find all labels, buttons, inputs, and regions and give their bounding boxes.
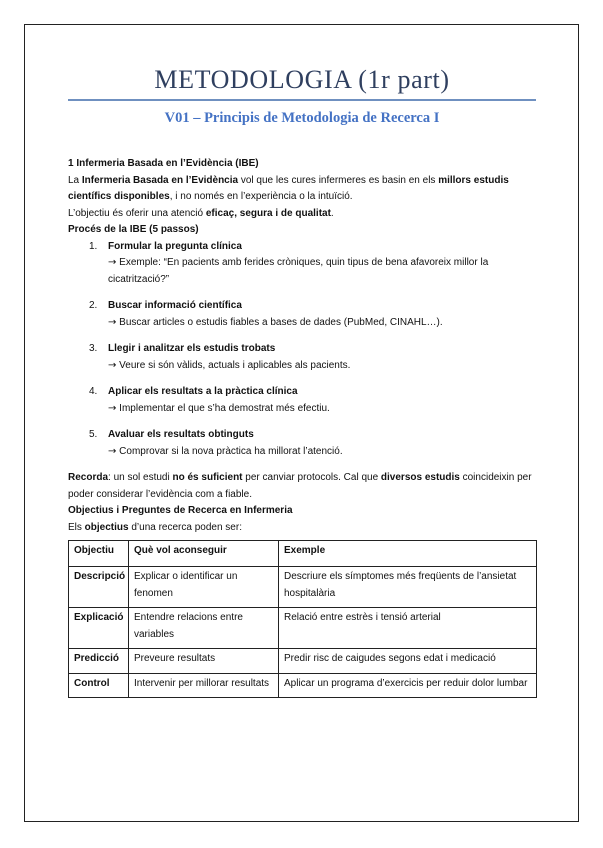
list-item xyxy=(68,239,536,289)
table-header-row xyxy=(69,541,537,567)
table-row xyxy=(69,567,537,608)
step-detail: Exemple: “En pacients amb ferides cròniques, quin tipus de bena afavoreix millor la cicatrització?” xyxy=(108,257,489,285)
step-title: Formular la pregunta clínica xyxy=(108,240,242,252)
table-row xyxy=(69,649,537,674)
intro-text: vol que les cures infermeres es basin en els xyxy=(238,174,439,186)
table-cell: Preveure resultats xyxy=(129,649,279,674)
page-title: METODOLOGIA (1r part) xyxy=(154,65,450,94)
objectius-text: Els xyxy=(68,521,85,533)
step-number: 4. xyxy=(89,386,98,397)
title-underline xyxy=(68,99,536,101)
step-title: Aplicar els resultats a la pràctica clínica xyxy=(108,386,298,397)
column-header: Objectiu xyxy=(69,541,129,567)
intro-text: , i no només en l’experiència o la intuïció. xyxy=(169,191,353,202)
table-cell: Explicació xyxy=(69,608,129,649)
process-heading: Procés de la IBE (5 passos) xyxy=(68,224,199,235)
table-cell: Explicar o identificar un fenomen xyxy=(129,567,279,608)
recorda-emphasis: no és suficient xyxy=(172,472,243,483)
document-body xyxy=(68,156,536,698)
table-row xyxy=(69,608,537,649)
intro-emphasis: millors estudis científics disponibles xyxy=(68,174,509,202)
section-heading-objectius: Objectius i Preguntes de Recerca en Infermeria xyxy=(68,505,293,516)
ibe-intro-paragraph xyxy=(68,173,536,223)
arrow-right-icon: → xyxy=(108,445,117,457)
table-cell: Descriure els símptomes més freqüents de l’ansietat hospitalària xyxy=(279,567,537,608)
step-detail: Implementar el que s’ha demostrat més efectiu. xyxy=(119,402,330,414)
intro-text: . xyxy=(330,207,334,219)
column-header: Exemple xyxy=(279,541,537,567)
list-item xyxy=(68,341,536,374)
table-row xyxy=(69,673,537,698)
step-title: Avaluar els resultats obtinguts xyxy=(108,429,254,440)
objectius-emphasis: objectius xyxy=(84,521,129,533)
table-cell: Descripció xyxy=(69,567,129,608)
recorda-text: coincideixin per poder considerar l’evidència com a fiable. xyxy=(68,472,532,500)
step-detail: Comprovar si la nova pràctica ha millorat l’atenció. xyxy=(119,445,343,457)
column-header: Què vol aconseguir xyxy=(129,541,279,567)
arrow-right-icon: → xyxy=(108,316,117,328)
table-cell: Intervenir per millorar resultats xyxy=(129,673,279,698)
intro-emphasis: eficaç, segura i de qualitat xyxy=(205,207,331,219)
page-subtitle: V01 – Principis de Metodologia de Recerca I xyxy=(164,110,440,126)
recorda-text: : un sol estudi xyxy=(108,472,173,483)
table-cell: Predir risc de caigudes segons edat i medicació xyxy=(279,649,537,674)
objectius-intro xyxy=(68,520,536,537)
intro-text: L’objectiu és oferir una atenció xyxy=(68,207,206,219)
list-item xyxy=(68,384,536,417)
step-number: 5. xyxy=(89,429,98,440)
step-detail: Veure si són vàlids, actuals i aplicables als pacients. xyxy=(119,359,351,371)
list-item xyxy=(68,427,536,460)
intro-text: La xyxy=(68,174,82,186)
step-title: Buscar informació científica xyxy=(108,300,242,311)
recorda-text: per canviar protocols. Cal que xyxy=(242,472,381,483)
step-number: 1. xyxy=(89,240,98,252)
recorda-note xyxy=(68,470,536,503)
recorda-emphasis: Recorda xyxy=(68,472,109,483)
process-steps-list xyxy=(68,239,536,461)
objectius-text: d’una recerca poden ser: xyxy=(128,521,242,533)
step-detail: Buscar articles o estudis fiables a bases de dades (PubMed, CINAHL…). xyxy=(119,316,443,328)
recorda-emphasis: diversos estudis xyxy=(380,472,460,483)
table-cell: Aplicar un programa d’exercicis per reduir dolor lumbar xyxy=(279,673,537,698)
objectives-table xyxy=(68,540,537,698)
list-item xyxy=(68,298,536,331)
table-cell: Entendre relacions entre variables xyxy=(129,608,279,649)
table-cell: Control xyxy=(69,673,129,698)
table-cell: Relació entre estrès i tensió arterial xyxy=(279,608,537,649)
step-number: 3. xyxy=(89,343,98,354)
arrow-right-icon: → xyxy=(108,402,117,414)
section-heading-ibe: 1 Infermeria Basada en l’Evidència (IBE) xyxy=(68,158,259,169)
intro-emphasis: Infermeria Basada en l’Evidència xyxy=(81,174,239,186)
arrow-right-icon: → xyxy=(108,359,117,371)
step-title: Llegir i analitzar els estudis trobats xyxy=(108,343,276,354)
table-cell: Predicció xyxy=(69,649,129,674)
arrow-right-icon: → xyxy=(108,257,117,268)
step-number: 2. xyxy=(89,300,98,311)
